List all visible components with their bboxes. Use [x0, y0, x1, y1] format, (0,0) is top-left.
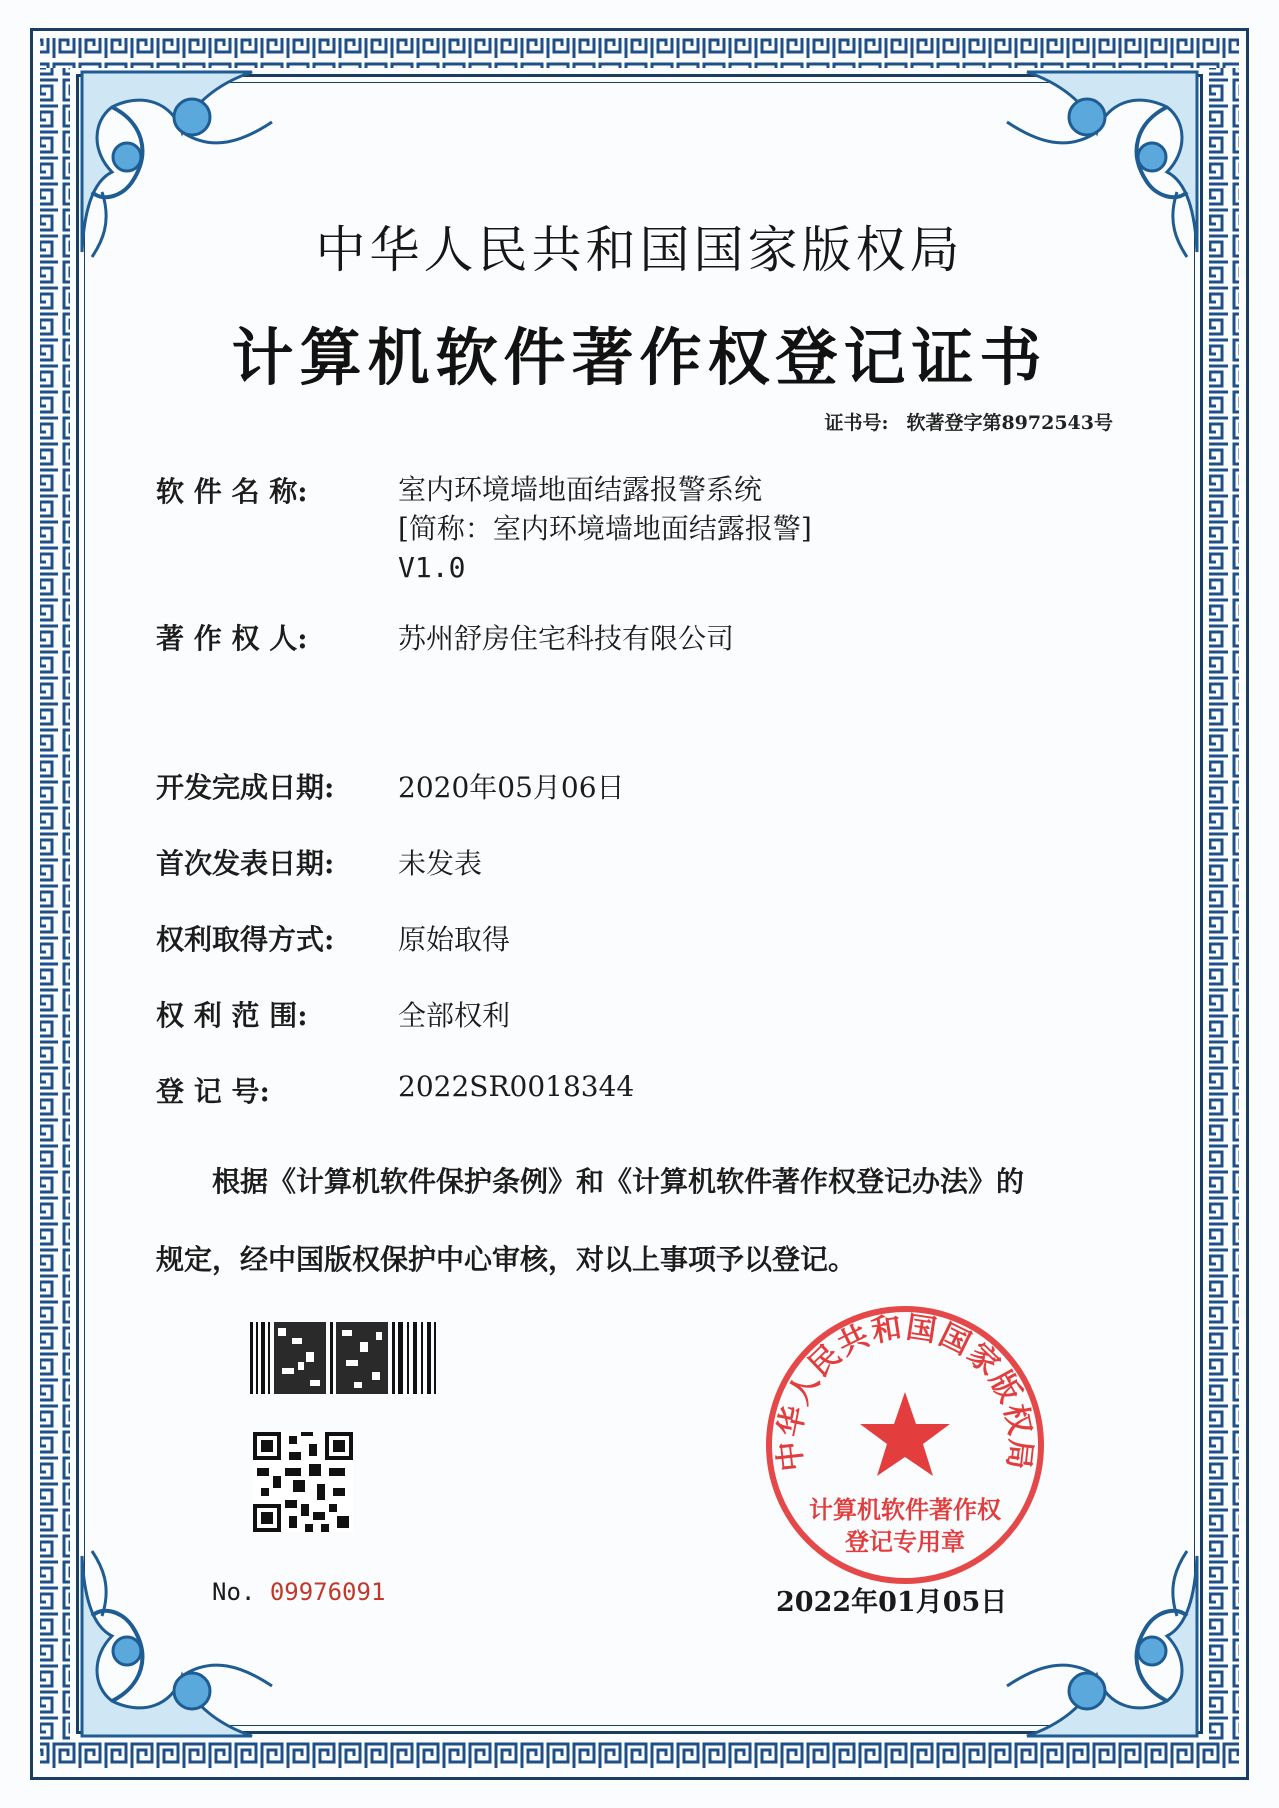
field-label: 登 记 号: [156, 1075, 270, 1108]
software-version-line: V1.0 [398, 551, 466, 584]
seal-ring-text: 中华人民共和国国家版权局 [772, 1310, 1038, 1473]
seal-star-icon [860, 1392, 950, 1476]
qr-code-icon [253, 1432, 353, 1532]
field-value: 原始取得 [398, 923, 511, 956]
official-seal [760, 1300, 1050, 1590]
field-label: 权 利 范 围: [156, 999, 308, 1032]
software-short-name-line: [简称：室内环境墙地面结露报警] [398, 512, 812, 545]
issue-date: 2022年01月05日 [776, 1587, 1008, 1618]
serial-number-value: 09976091 [269, 1578, 386, 1606]
certificate-number [824, 408, 1113, 435]
field-value: 2020年05月06日 [398, 771, 625, 804]
field-label: 开发完成日期: [156, 771, 335, 804]
field-value: 苏州舒房住宅科技有限公司 [398, 622, 735, 655]
serial-prefix: No. [212, 1578, 256, 1606]
seal-line-1: 计算机软件著作权 [809, 1495, 1001, 1524]
field-value [398, 470, 812, 587]
field-value: 2022SR0018344 [398, 1070, 635, 1103]
field-label: 著 作 权 人: [156, 622, 308, 655]
corner-ornament-icon [72, 1546, 292, 1746]
field-label: 首次发表日期: [156, 847, 335, 880]
field-value: 未发表 [398, 847, 483, 880]
legal-statement-line-1: 根据《计算机软件保护条例》和《计算机软件著作权登记办法》的 [212, 1165, 1025, 1198]
software-name-line: 室内环境墙地面结露报警系统 [398, 473, 763, 506]
certificate-number-label: 证书号: [824, 412, 889, 434]
field-value: 全部权利 [398, 999, 511, 1032]
legal-statement-line-2: 规定，经中国版权保护中心审核，对以上事项予以登记。 [156, 1243, 857, 1276]
certificate-number-value: 软著登字第8972543号 [906, 412, 1113, 434]
field-label: 权利取得方式: [156, 923, 335, 956]
certificate-title: 计算机软件著作权登记证书 [231, 321, 1048, 394]
serial-number [212, 1578, 385, 1606]
barcode-icon [250, 1322, 436, 1394]
seal-line-2: 登记专用章 [845, 1527, 965, 1556]
field-label: 软 件 名 称: [156, 475, 308, 508]
issuer-title: 中华人民共和国国家版权局 [315, 221, 964, 279]
